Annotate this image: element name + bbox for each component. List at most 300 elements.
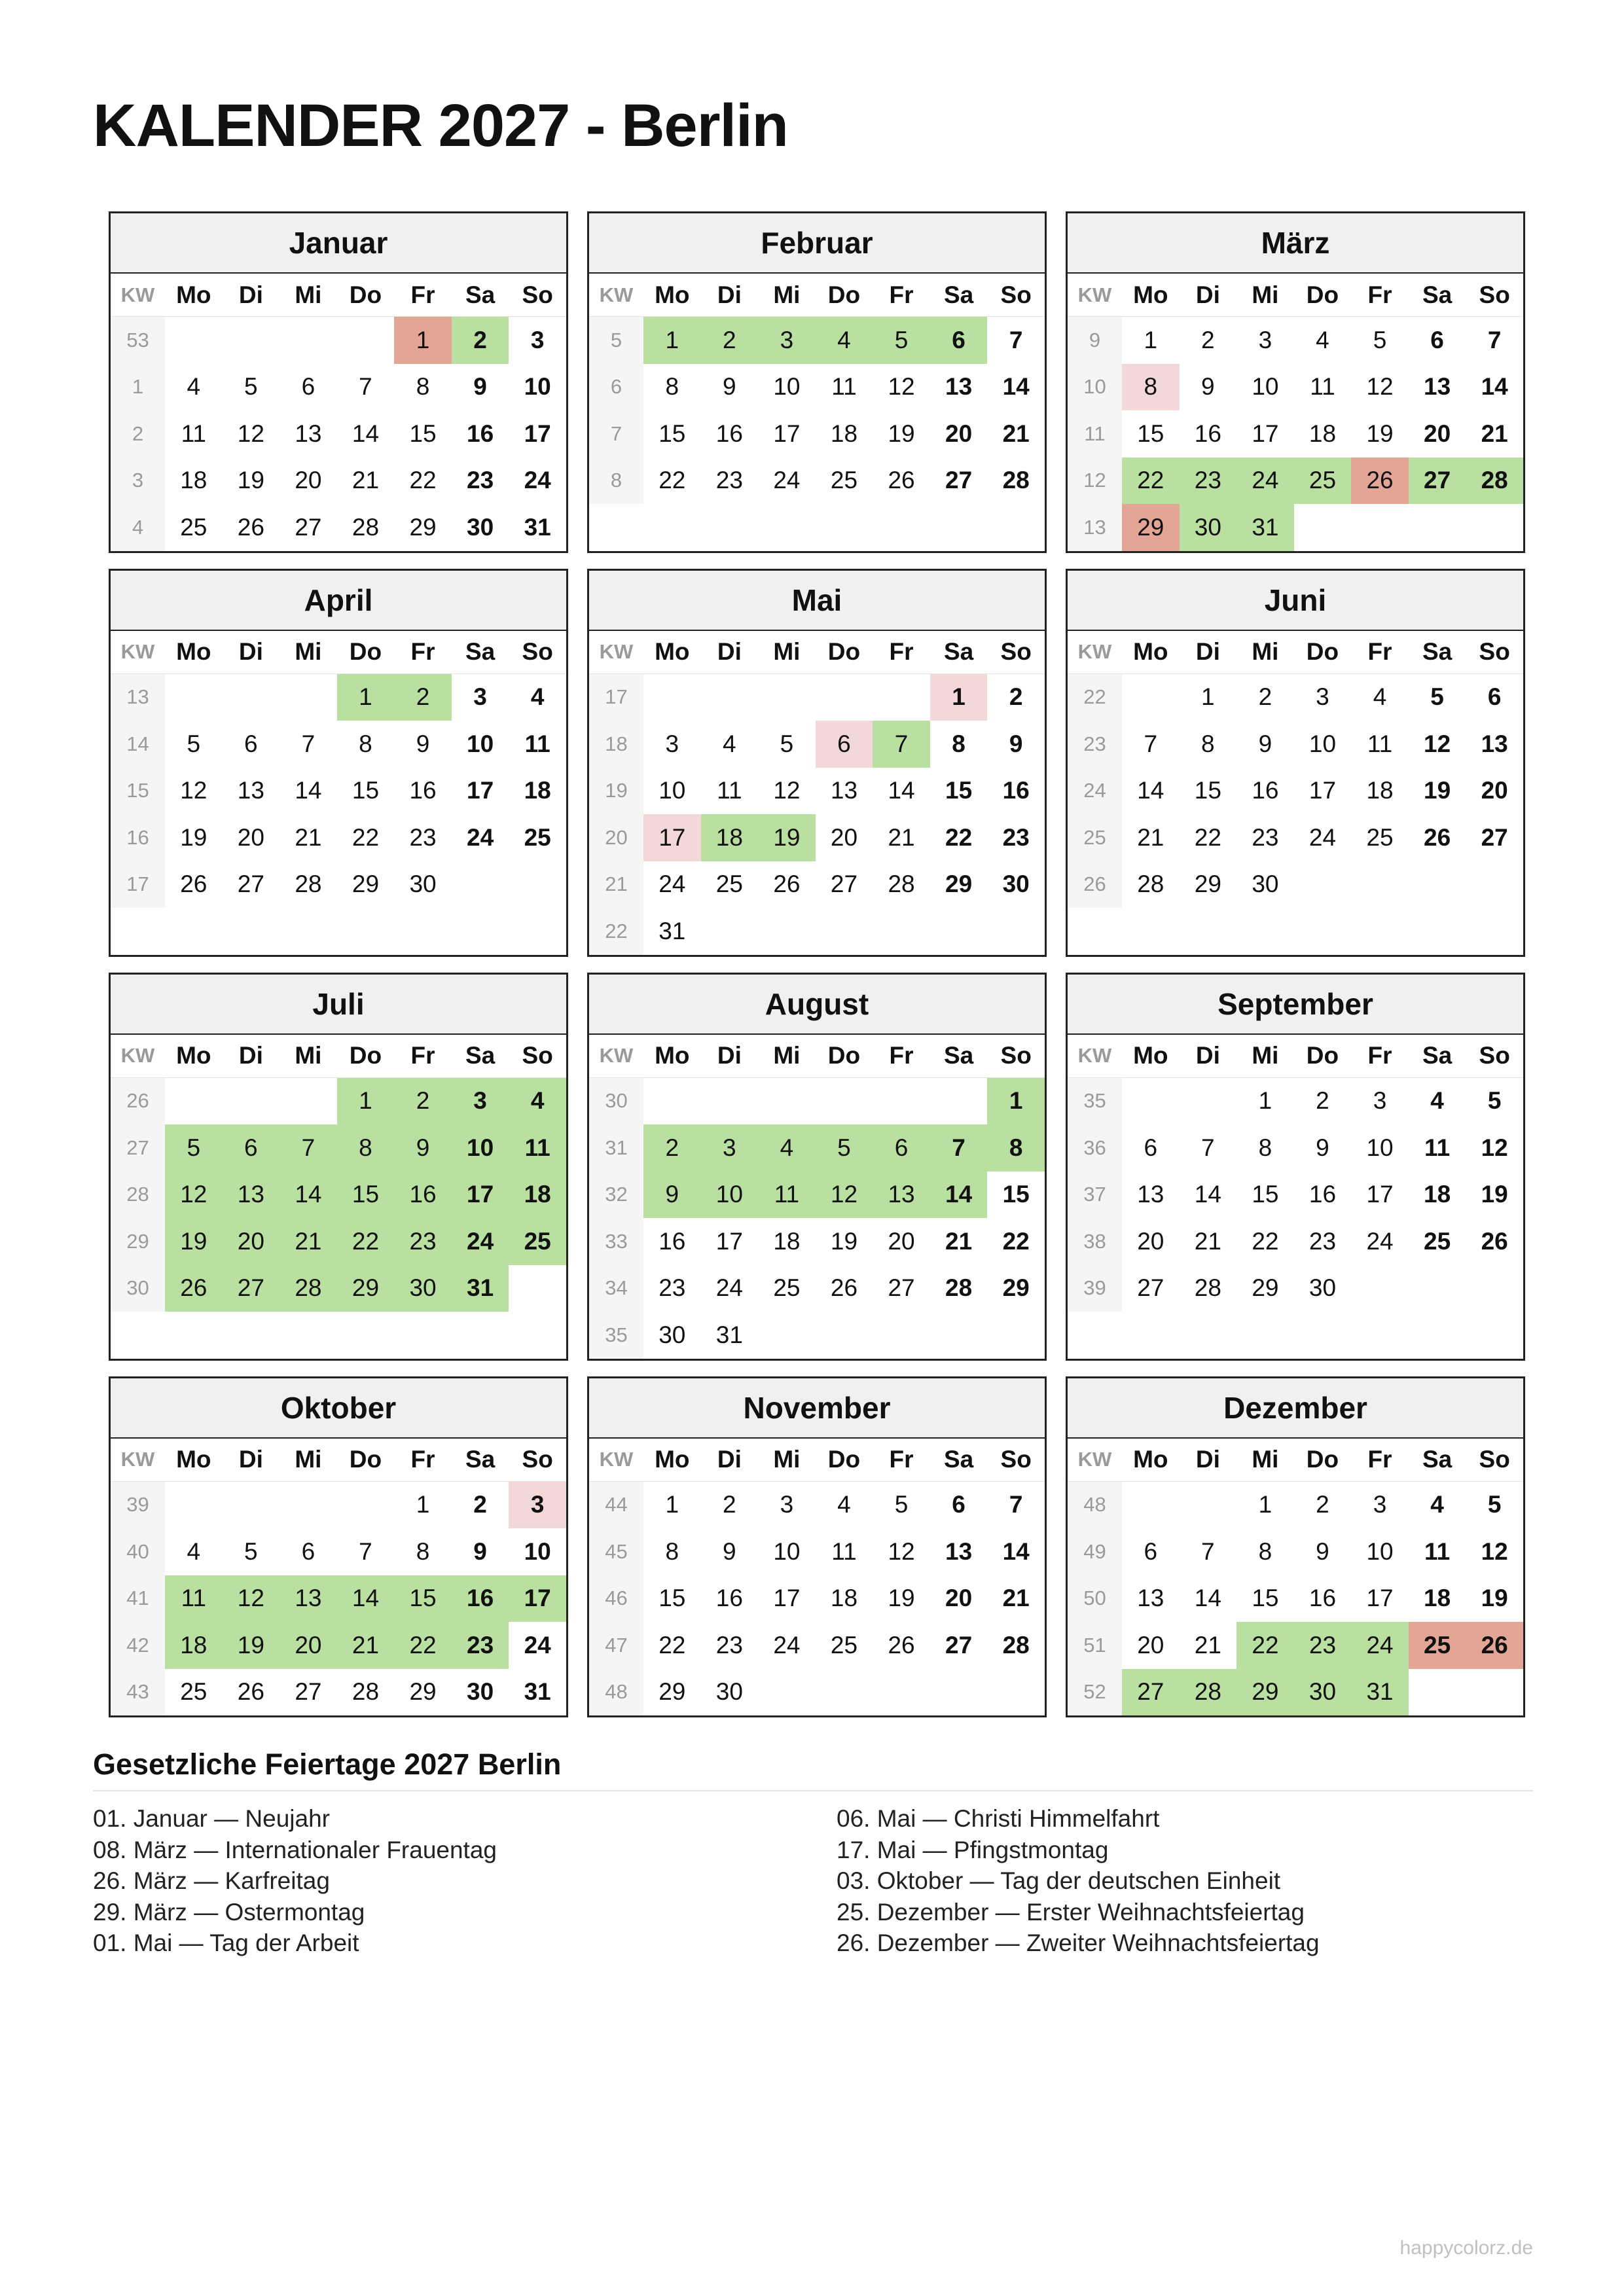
day-cell: 3 xyxy=(473,683,487,711)
day-cell xyxy=(280,908,337,955)
month-table xyxy=(589,1035,1045,1359)
day-cell: 2 xyxy=(1009,683,1023,711)
day-cell: 4 xyxy=(723,730,736,757)
day-cell: 5 xyxy=(244,1537,258,1565)
day-cell: 23 xyxy=(1002,823,1030,851)
weekday-header: Di xyxy=(701,274,759,317)
day-cell: 24 xyxy=(452,1218,509,1265)
month-juni xyxy=(1066,569,1525,957)
weekday-header: Mi xyxy=(280,1439,337,1482)
day-cell: 22 xyxy=(1002,1227,1030,1255)
month-märz xyxy=(1066,211,1525,553)
week-number: 52 xyxy=(1068,1669,1122,1716)
day-cell: 3 xyxy=(665,730,679,757)
day-cell: 13 xyxy=(1137,1585,1164,1612)
day-cell: 13 xyxy=(237,777,264,804)
day-cell xyxy=(223,317,280,364)
day-cell: 11 xyxy=(181,420,206,447)
day-cell xyxy=(987,1669,1045,1716)
weekday-header: So xyxy=(509,631,566,674)
weekday-header: Mo xyxy=(165,631,223,674)
day-cell: 10 xyxy=(524,373,551,401)
weekday-header: Sa xyxy=(930,274,988,317)
day-cell: 9 xyxy=(394,1124,452,1172)
weekday-header: So xyxy=(987,631,1045,674)
day-cell: 15 xyxy=(659,420,686,447)
day-cell: 24 xyxy=(773,1631,801,1659)
day-cell: 24 xyxy=(659,870,686,898)
day-cell: 5 xyxy=(1487,1491,1502,1518)
day-cell: 2 xyxy=(1316,1087,1329,1115)
week-number: 40 xyxy=(111,1528,165,1575)
week-number: 46 xyxy=(589,1575,643,1623)
weekday-header: Do xyxy=(1294,1439,1352,1482)
day-cell: 3 xyxy=(701,1124,759,1172)
day-cell: 15 xyxy=(659,1585,686,1612)
weekday-header: Fr xyxy=(873,1439,930,1482)
week-number: 50 xyxy=(1068,1575,1122,1623)
day-cell: 24 xyxy=(524,467,551,494)
weekday-header: Mi xyxy=(1236,274,1294,317)
day-cell: 7 xyxy=(301,730,316,757)
weekday-header: Do xyxy=(816,1439,873,1482)
weekday-header: Di xyxy=(223,274,280,317)
month-title: Dezember xyxy=(1068,1378,1523,1439)
day-cell: 10 xyxy=(1366,1134,1394,1161)
holiday-item: 01. Mai — Tag der Arbeit xyxy=(93,1929,359,1956)
day-cell: 13 xyxy=(295,420,322,447)
day-cell: 29 xyxy=(1194,870,1221,898)
day-cell: 8 xyxy=(1258,1134,1272,1161)
week-number: 36 xyxy=(1068,1124,1122,1172)
day-cell xyxy=(509,1312,566,1359)
day-cell: 14 xyxy=(1137,777,1164,804)
day-cell: 17 xyxy=(715,1227,743,1255)
day-cell xyxy=(816,1669,873,1716)
week-number: 31 xyxy=(589,1124,643,1172)
weekday-header: Mo xyxy=(643,274,701,317)
weekday-header: Di xyxy=(1180,1439,1237,1482)
day-cell: 26 xyxy=(1424,823,1451,851)
day-cell: 1 xyxy=(416,1491,430,1518)
day-cell xyxy=(223,1312,280,1359)
day-cell: 24 xyxy=(467,823,494,851)
day-cell xyxy=(1122,1312,1180,1359)
month-table xyxy=(589,631,1045,955)
day-cell: 17 xyxy=(773,420,801,447)
day-cell: 13 xyxy=(945,1537,973,1565)
day-cell: 28 xyxy=(1194,1274,1221,1302)
day-cell xyxy=(816,1312,873,1359)
weekday-header: Sa xyxy=(930,631,988,674)
week-number-header: KW xyxy=(589,1439,643,1482)
day-cell: 29 xyxy=(352,870,380,898)
day-cell: 14 xyxy=(1002,373,1030,401)
day-cell: 28 xyxy=(1002,467,1030,494)
day-cell: 17 xyxy=(524,420,551,447)
day-cell xyxy=(337,1312,395,1359)
day-cell xyxy=(280,673,337,721)
day-cell: 18 xyxy=(773,1227,801,1255)
week-number: 47 xyxy=(589,1622,643,1669)
page-title: KALENDER 2027 - Berlin xyxy=(93,92,788,159)
day-cell: 12 xyxy=(237,420,264,447)
day-cell: 2 xyxy=(643,1124,701,1172)
day-cell: 14 xyxy=(280,1172,337,1219)
day-cell xyxy=(452,861,509,908)
holidays-column-right xyxy=(837,1803,1533,1959)
day-cell: 14 xyxy=(295,777,322,804)
month-juli xyxy=(109,973,568,1361)
weekday-header: Fr xyxy=(1351,1439,1409,1482)
day-cell: 25 xyxy=(773,1274,801,1302)
day-cell: 17 xyxy=(452,1172,509,1219)
weekday-header: Sa xyxy=(1409,1035,1466,1078)
week-number: 24 xyxy=(1068,768,1122,815)
day-cell xyxy=(873,908,930,955)
day-cell: 4 xyxy=(1373,683,1387,711)
week-number: 8 xyxy=(589,457,643,505)
month-table xyxy=(1068,274,1523,551)
divider xyxy=(93,1790,1533,1791)
weekday-header: Mi xyxy=(1236,1035,1294,1078)
day-cell: 13 xyxy=(223,1172,280,1219)
day-cell: 26 xyxy=(773,870,801,898)
day-cell: 20 xyxy=(1424,420,1451,447)
day-cell: 10 xyxy=(467,730,494,757)
day-cell: 6 xyxy=(930,317,988,364)
day-cell: 28 xyxy=(1466,457,1523,505)
day-cell: 17 xyxy=(1366,1181,1394,1208)
day-cell: 8 xyxy=(416,1537,430,1565)
week-number-header: KW xyxy=(1068,1035,1122,1078)
day-cell xyxy=(1351,1265,1409,1312)
day-cell: 6 xyxy=(301,1537,316,1565)
day-cell: 23 xyxy=(1180,457,1237,505)
day-cell: 7 xyxy=(1201,1134,1215,1161)
week-number: 53 xyxy=(111,317,165,364)
day-cell: 9 xyxy=(723,1537,736,1565)
day-cell: 3 xyxy=(758,317,816,364)
day-cell: 14 xyxy=(337,1575,395,1623)
day-cell: 24 xyxy=(1366,1227,1394,1255)
day-cell: 22 xyxy=(1194,823,1221,851)
day-cell: 12 xyxy=(1424,730,1451,757)
weekday-header: Di xyxy=(1180,631,1237,674)
day-cell: 23 xyxy=(409,823,437,851)
day-cell: 21 xyxy=(1481,420,1508,447)
day-cell: 31 xyxy=(1351,1669,1409,1716)
day-cell: 4 xyxy=(187,1537,201,1565)
day-cell: 20 xyxy=(945,420,973,447)
day-cell: 4 xyxy=(509,1077,566,1124)
day-cell: 12 xyxy=(223,1575,280,1623)
day-cell xyxy=(643,504,701,551)
day-cell xyxy=(930,504,988,551)
day-cell xyxy=(165,673,223,721)
day-cell: 1 xyxy=(643,317,701,364)
weekday-header: Di xyxy=(1180,1035,1237,1078)
day-cell: 23 xyxy=(394,1218,452,1265)
weekday-header: Fr xyxy=(873,274,930,317)
day-cell xyxy=(758,1312,816,1359)
day-cell: 28 xyxy=(280,1265,337,1312)
weekday-header: Mo xyxy=(1122,274,1180,317)
month-title: März xyxy=(1068,213,1523,274)
day-cell: 18 xyxy=(830,1585,858,1612)
day-cell: 7 xyxy=(1009,326,1023,353)
day-cell: 21 xyxy=(352,467,380,494)
day-cell: 26 xyxy=(888,1631,915,1659)
day-cell: 16 xyxy=(1002,777,1030,804)
holiday-item: 03. Oktober — Tag der deutschen Einheit xyxy=(837,1867,1281,1894)
day-cell: 25 xyxy=(830,467,858,494)
week-number: 4 xyxy=(111,504,165,551)
day-cell: 15 xyxy=(1194,777,1221,804)
day-cell xyxy=(165,317,223,364)
day-cell: 2 xyxy=(394,1077,452,1124)
week-number: 35 xyxy=(1068,1077,1122,1124)
week-number-header: KW xyxy=(111,1035,165,1078)
day-cell xyxy=(1466,504,1523,551)
weekday-header: Di xyxy=(701,1035,759,1078)
week-number-header: KW xyxy=(589,631,643,674)
day-cell: 21 xyxy=(1194,1227,1221,1255)
day-cell xyxy=(1351,908,1409,955)
weekday-header: Mo xyxy=(643,1035,701,1078)
week-number: 13 xyxy=(111,673,165,721)
day-cell: 15 xyxy=(352,777,380,804)
day-cell: 8 xyxy=(416,373,430,401)
holiday-item: 25. Dezember — Erster Weihnachtsfeiertag xyxy=(837,1898,1305,1926)
week-number-header: KW xyxy=(1068,274,1122,317)
week-number: 22 xyxy=(589,908,643,955)
day-cell: 16 xyxy=(715,420,743,447)
day-cell: 29 xyxy=(1236,1669,1294,1716)
day-cell: 22 xyxy=(1122,457,1180,505)
day-cell: 2 xyxy=(452,317,509,364)
day-cell xyxy=(930,1077,988,1124)
day-cell: 25 xyxy=(524,823,551,851)
day-cell: 6 xyxy=(1487,683,1502,711)
day-cell: 24 xyxy=(715,1274,743,1302)
day-cell xyxy=(223,1481,280,1528)
day-cell: 19 xyxy=(1366,420,1394,447)
month-mai xyxy=(587,569,1047,957)
day-cell: 23 xyxy=(1294,1622,1352,1669)
day-cell: 11 xyxy=(1424,1134,1451,1161)
day-cell: 2 xyxy=(1258,683,1272,711)
month-title: Juli xyxy=(111,975,566,1035)
day-cell: 12 xyxy=(888,1537,915,1565)
weekday-header: So xyxy=(1466,274,1523,317)
weekday-header: Fr xyxy=(394,1035,452,1078)
day-cell: 11 xyxy=(1310,373,1335,401)
week-number: 48 xyxy=(589,1669,643,1716)
day-cell: 3 xyxy=(1373,1087,1387,1115)
day-cell: 12 xyxy=(773,777,801,804)
month-oktober xyxy=(109,1376,568,1718)
day-cell xyxy=(280,317,337,364)
weekday-header: Mo xyxy=(643,631,701,674)
day-cell: 2 xyxy=(723,1491,736,1518)
weekday-header: Mo xyxy=(1122,631,1180,674)
day-cell xyxy=(1466,1669,1523,1716)
day-cell: 22 xyxy=(945,823,973,851)
day-cell: 4 xyxy=(837,1491,851,1518)
week-number: 30 xyxy=(111,1265,165,1312)
day-cell: 23 xyxy=(715,1631,743,1659)
day-cell: 9 xyxy=(643,1172,701,1219)
day-cell: 27 xyxy=(945,1631,973,1659)
week-number: 49 xyxy=(1068,1528,1122,1575)
day-cell: 20 xyxy=(830,823,858,851)
weekday-header: Sa xyxy=(1409,1439,1466,1482)
day-cell: 27 xyxy=(295,1678,322,1706)
day-cell xyxy=(1409,504,1466,551)
day-cell: 7 xyxy=(280,1124,337,1172)
day-cell: 2 xyxy=(473,1491,487,1518)
weekday-header: Do xyxy=(816,631,873,674)
day-cell: 29 xyxy=(1252,1274,1279,1302)
day-cell: 22 xyxy=(659,1631,686,1659)
week-number: 51 xyxy=(1068,1622,1122,1669)
day-cell: 4 xyxy=(1316,326,1329,353)
day-cell: 21 xyxy=(337,1622,395,1669)
day-cell: 7 xyxy=(1487,326,1502,353)
day-cell xyxy=(165,1481,223,1528)
month-title: April xyxy=(111,571,566,631)
day-cell xyxy=(337,317,395,364)
day-cell xyxy=(223,1077,280,1124)
day-cell xyxy=(1466,861,1523,908)
day-cell xyxy=(758,673,816,721)
day-cell: 19 xyxy=(165,1218,223,1265)
day-cell: 5 xyxy=(1430,683,1444,711)
week-number: 19 xyxy=(589,768,643,815)
day-cell: 7 xyxy=(359,373,372,401)
day-cell: 16 xyxy=(409,777,437,804)
weekday-header: Fr xyxy=(1351,631,1409,674)
day-cell: 28 xyxy=(888,870,915,898)
day-cell: 5 xyxy=(816,1124,873,1172)
day-cell: 9 xyxy=(1316,1537,1329,1565)
day-cell: 6 xyxy=(1144,1537,1158,1565)
weekday-header: Fr xyxy=(1351,1035,1409,1078)
day-cell: 8 xyxy=(337,1124,395,1172)
weekday-header: Sa xyxy=(1409,631,1466,674)
day-cell: 10 xyxy=(773,1537,801,1565)
month-table xyxy=(589,274,1045,551)
week-number: 25 xyxy=(1068,814,1122,861)
day-cell: 20 xyxy=(1137,1227,1164,1255)
day-cell xyxy=(758,908,816,955)
day-cell: 16 xyxy=(659,1227,686,1255)
day-cell xyxy=(758,504,816,551)
day-cell: 20 xyxy=(1137,1631,1164,1659)
day-cell xyxy=(1351,504,1409,551)
day-cell: 26 xyxy=(165,1265,223,1312)
day-cell: 5 xyxy=(187,730,201,757)
day-cell: 19 xyxy=(1481,1181,1508,1208)
day-cell xyxy=(1466,1265,1523,1312)
day-cell: 25 xyxy=(830,1631,858,1659)
weekday-header: Mo xyxy=(1122,1035,1180,1078)
day-cell: 22 xyxy=(337,1218,395,1265)
day-cell: 21 xyxy=(888,823,915,851)
week-number: 10 xyxy=(1068,364,1122,411)
week-number: 5 xyxy=(589,317,643,364)
month-dezember xyxy=(1066,1376,1525,1718)
day-cell: 1 xyxy=(1144,326,1158,353)
day-cell: 26 xyxy=(237,513,264,541)
week-number: 2 xyxy=(111,410,165,457)
weekday-header: So xyxy=(509,1035,566,1078)
day-cell: 31 xyxy=(452,1265,509,1312)
day-cell: 17 xyxy=(467,777,494,804)
day-cell: 14 xyxy=(1002,1537,1030,1565)
day-cell: 17 xyxy=(1308,777,1337,804)
day-cell: 10 xyxy=(701,1172,759,1219)
day-cell: 14 xyxy=(1194,1181,1221,1208)
week-number-header: KW xyxy=(589,1035,643,1078)
day-cell xyxy=(987,908,1045,955)
holiday-item: 17. Mai — Pfingstmontag xyxy=(837,1836,1109,1863)
day-cell: 11 xyxy=(758,1172,816,1219)
day-cell: 22 xyxy=(659,467,686,494)
day-cell: 17 xyxy=(773,1585,801,1612)
day-cell: 21 xyxy=(280,1218,337,1265)
weekday-header: Mi xyxy=(1236,631,1294,674)
holiday-item: 08. März — Internationaler Frauentag xyxy=(93,1836,497,1863)
month-november xyxy=(587,1376,1047,1718)
day-cell: 10 xyxy=(1366,1537,1394,1565)
weekday-header: Sa xyxy=(452,1035,509,1078)
day-cell: 27 xyxy=(945,467,973,494)
day-cell: 11 xyxy=(717,777,742,804)
week-number xyxy=(589,504,643,551)
week-number: 9 xyxy=(1068,317,1122,364)
day-cell: 30 xyxy=(394,1265,452,1312)
day-cell: 28 xyxy=(945,1274,973,1302)
weekday-header: Do xyxy=(337,631,395,674)
weekday-header: Di xyxy=(223,1439,280,1482)
month-table xyxy=(1068,631,1523,955)
day-cell: 16 xyxy=(1308,1181,1337,1208)
day-cell xyxy=(987,504,1045,551)
day-cell: 29 xyxy=(409,513,437,541)
day-cell xyxy=(165,1077,223,1124)
day-cell: 15 xyxy=(394,1575,452,1623)
weekday-header: Di xyxy=(223,631,280,674)
day-cell: 20 xyxy=(223,1218,280,1265)
day-cell: 17 xyxy=(1366,1585,1394,1612)
day-cell: 30 xyxy=(467,1678,494,1706)
day-cell: 11 xyxy=(831,373,857,401)
day-cell xyxy=(1122,1077,1180,1124)
day-cell xyxy=(223,908,280,955)
day-cell xyxy=(1351,1312,1409,1359)
day-cell: 12 xyxy=(165,1172,223,1219)
day-cell: 26 xyxy=(1351,457,1409,505)
day-cell: 3 xyxy=(1258,326,1272,353)
day-cell: 10 xyxy=(659,777,686,804)
week-number: 32 xyxy=(589,1172,643,1219)
week-number: 17 xyxy=(111,861,165,908)
day-cell: 19 xyxy=(758,814,816,861)
week-number-header: KW xyxy=(111,631,165,674)
day-cell: 28 xyxy=(352,1678,380,1706)
